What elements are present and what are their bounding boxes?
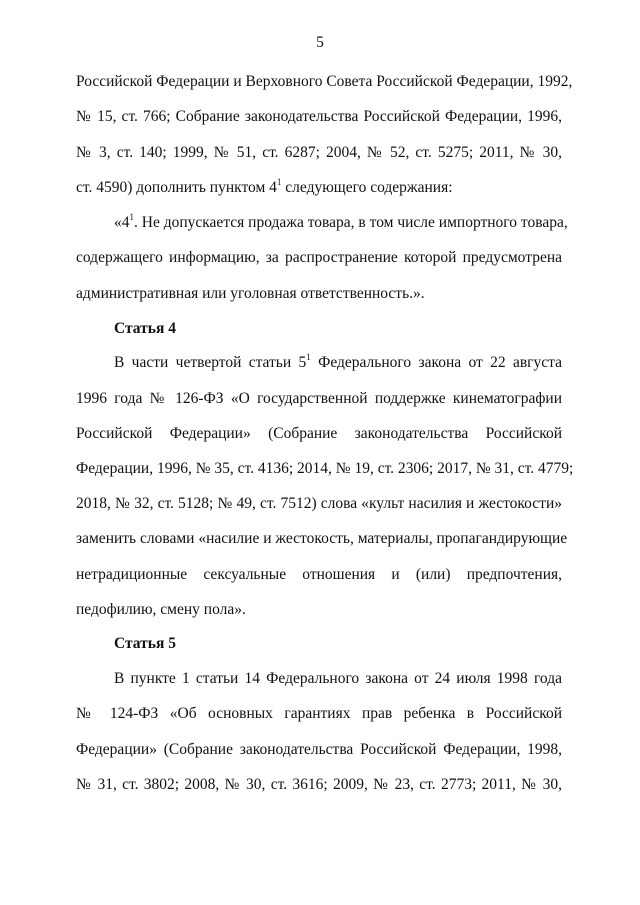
text-line: нетрадиционные сексуальные отношения и (или) предпочтения,	[76, 566, 562, 583]
superscript: 1	[129, 211, 134, 222]
text-line: 2018, № 32, ст. 5128; № 49, ст. 7512) слова «культ насилия и жестокости»	[76, 495, 562, 512]
text-line: № 124-ФЗ «Об основных гарантиях прав ребенка в Российской	[76, 705, 562, 722]
text-line: 1996 года № 126-ФЗ «О государственной поддержке кинематографии	[76, 390, 562, 407]
text-line: Российской Федерации и Верховного Совета Российской Федерации, 1992,	[76, 73, 573, 90]
text-fragment: следующего содержания:	[281, 179, 453, 196]
text-fragment: «4	[114, 214, 130, 231]
text-line: заменить словами «насилие и жестокость, материалы, пропагандирующие	[76, 530, 568, 547]
text-fragment: ст. 4590) дополнить пунктом 4	[76, 179, 277, 196]
text-line: Федерации» (Собрание законодательства Российской Федерации, 1998,	[76, 741, 562, 758]
article-heading: Статья 4	[114, 320, 176, 337]
text-line: административная или уголовная ответственность.».	[76, 285, 425, 302]
article-heading: Статья 5	[114, 635, 176, 652]
superscript: 1	[306, 351, 311, 362]
text-line: педофилию, смену пола».	[76, 601, 246, 618]
text-line: содержащего информацию, за распространение которой предусмотрена	[76, 249, 562, 266]
text-fragment: Федерального закона от 22 августа	[310, 354, 562, 371]
text-fragment: . Не допускается продажа товара, в том числе импортного товара,	[134, 214, 568, 231]
text-line	[76, 178, 562, 198]
text-line	[114, 353, 562, 373]
text-fragment: В части четвертой статьи 5	[114, 354, 307, 371]
text-line: Российской Федерации» (Собрание законодательства Российской	[76, 425, 562, 442]
text-line: В пункте 1 статьи 14 Федерального закона от 24 июля 1998 года	[114, 670, 562, 687]
text-line	[114, 211, 568, 233]
text-line: № 3, ст. 140; 1999, № 51, ст. 6287; 2004, № 52, ст. 5275; 2011, № 30,	[76, 144, 562, 161]
page-number: 5	[316, 34, 324, 51]
text-line: Федерации, 1996, № 35, ст. 4136; 2014, № 19, ст. 2306; 2017, № 31, ст. 4779;	[76, 460, 574, 477]
text-line: № 31, ст. 3802; 2008, № 30, ст. 3616; 2009, № 23, ст. 2773; 2011, № 30,	[76, 776, 562, 793]
text-line: № 15, ст. 766; Собрание законодательства Российской Федерации, 1996,	[76, 108, 562, 125]
superscript: 1	[276, 176, 282, 187]
